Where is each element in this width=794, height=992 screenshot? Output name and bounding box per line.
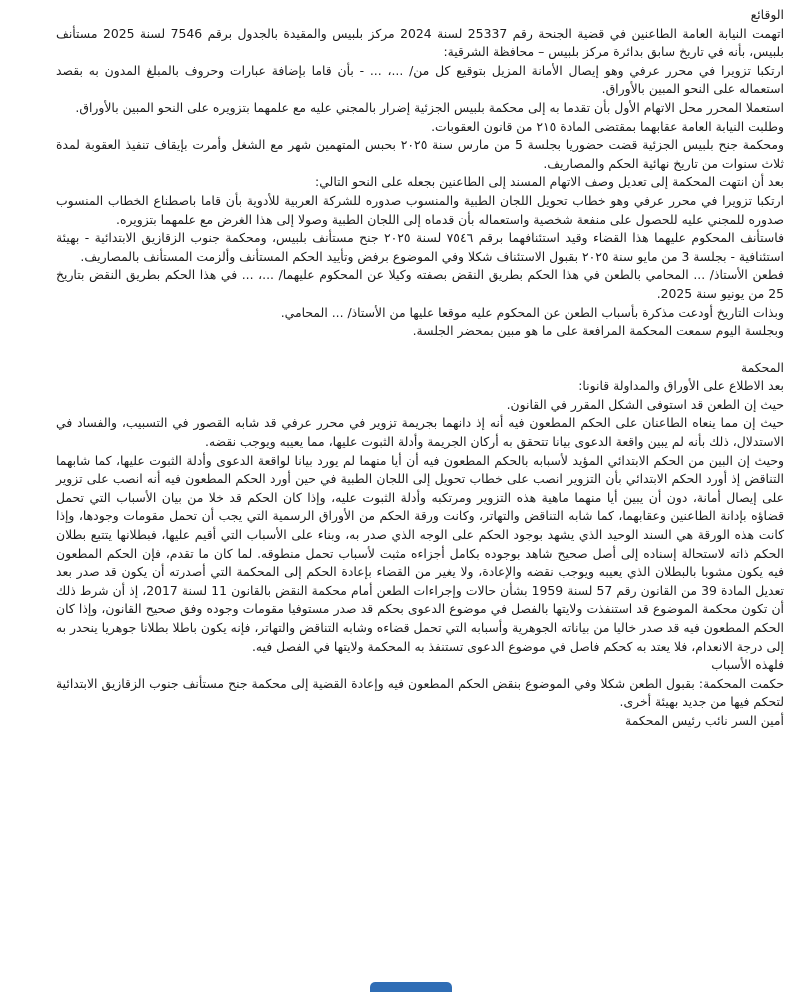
court-paragraph-grounds: حيث إن مما ينعاه الطاعنان على الحكم المطعون فيه أنه إذ دانهما بجريمة تزوير في محرر عرفي قد شابه القصور في التسبيب، والفساد في الاستدلال، ذلك بأنه لم يبين واقعة الدعوى بيانا تتحقق به أركان الجريمة وأدلة الثبوت عليها، مما يعيبه ويوجب نقضه. <box>56 415 784 450</box>
court-heading: المحكمة <box>740 359 784 375</box>
court-paragraph-form: حيث إن الطعن قد استوفى الشكل المقرر في القانون. <box>506 396 784 412</box>
facts-paragraph-first-instance: ومحكمة جنح بلبيس الجزئية قضت حضوريا بجلسة 5 من مارس سنة ٢٠٢٥ بحبس المتهمين شهر مع الشغل وأمرت بإيقاف تنفيذ العقوبة لمدة ثلاث سنوات من تاريخ نهائية الحكم والمصاريف. <box>56 137 784 171</box>
court-signature-line: أمين السر نائب رئيس المحكمة <box>625 712 784 728</box>
facts-paragraph-cassation-filing: فطعن الأستاذ/ ... المحامي بالطعن في هذا الحكم بطريق النقض بصفته وكيلا عن المحكوم عليهما/ ...، ... في هذا الحكم بطريق النقض بتاريخ 25 من يونيو سنة 2025. <box>56 267 784 301</box>
court-paragraph-deliberation: بعد الاطلاع على الأوراق والمداولة قانونا: <box>578 378 784 394</box>
facts-paragraph-second-count: استعملا المحرر محل الاتهام الأول بأن تقدما به إلى محكمة بلبيس الجزئية إضرار بالمجني عليه مع علمهما بتزويره على النحو المبين بالأوراق. <box>75 99 784 115</box>
facts-paragraph-charge: اتهمت النيابة العامة الطاعنين في قضية الجنحة رقم 25337 لسنة 2024 مركز بلبيس والمقيدة بالجدول برقم 7546 لسنة 2025 مستأنف بلبيس، بأنه في تاريخ سابق بدائرة مركز بلبيس – محافظة الشرقية: <box>56 25 785 60</box>
court-paragraph-ruling: حكمت المحكمة: بقبول الطعن شكلا وفي الموضوع بنقض الحكم المطعون فيه وإعادة القضية إلى محكمة جنح مستأنف جنوب الزقازيق الابتدائية لتحكم فيها من جديد بهيئة أخرى. <box>56 675 784 710</box>
facts-paragraph-hearing: وبجلسة اليوم سمعت المحكمة المرافعة على ما هو مبين بمحضر الجلسة. <box>412 323 784 339</box>
judgment-document <box>56 6 784 731</box>
section-spacer <box>56 341 784 359</box>
facts-heading: الوقائع <box>750 7 784 22</box>
facts-paragraph-appeal: فاستأنف المحكوم عليهما هذا القضاء وقيد استئنافهما برقم ٧٥٤٦ لسنة ٢٠٢٥ جنح مستأنف بلبيس، ومحكمة جنوب الزقازيق الابتدائية - بهيئة استئنافية - بجلسة 3 من مايو سنة ٢٠٢٥ بقبول الاستئناف شكلا وفي الموضوع برفض وتأييد الحكم المستأنف وألزمت المستأنف بالمصاريف. <box>56 230 784 264</box>
facts-paragraph-first-count: ارتكبا تزويرا في محرر عرفي وهو إيصال الأمانة المزيل بتوقيع كل من/ ...، ... - بأن قاما بإضافة عبارات وحروف بالمبلغ المدون به بقصد استعماله على النحو المبين بالأوراق. <box>56 62 784 97</box>
court-paragraph-reasoning: وحيث إن البين من الحكم الابتدائي المؤيد لأسبابه بالحكم المطعون فيه أن أيا منهما لم يورد بيانا لواقعة الدعوى وأدلة الثبوت عليها، كما شابهما التناقض إذ أورد الحكم الابتدائي بأن التزوير انصب على خطاب تحويل إلى اللجان الطبية في حين أورد الحكم المطعون فيه أنه انصب على تزوير على إيصال أمانة، دون أن يبين أيا منهما ماهية هذه التزوير ومرتكبه وأدلة الثبوت عليه، وإذا كان الحكم قد خلا من بيان الأسباب التي تحمل قضاؤه بإدانة الطاعنين وعقابهما، كما شابه التناقض والتهاتر، وكانت ورقة الحكم من الأوراق الرسمية التي يجب أن تحمل مقومات وجودها، وإذا كانت هذه الورقة هي السند الوحيد الذي يشهد بوجود الحكم على الوجه الذي صدر به، وبناء على الأسباب التي أقيم عليها، فبطلانها يتتبع بطلان الحكم ذاته لاستحالة إسناده إلى أصل صحيح شاهد بوجوده بكامل أجزاءه مثبت لأسباب تحمل منطوقه. لما كان ما تقدم، فإن الحكم المطعون فيه يكون مشوبا بالبطلان الذي يعيبه ويوجب نقضه والإعادة، ولا يغير من القضاء بإعادة الحكم إلى المحكمة التي أصدرته أن يكون قد صدر بعد تعديل المادة 39 من القانون رقم 57 لسنة 1959 بشأن حالات وإجراءات الطعن أمام محكمة النقض بالقانون 11 لسنة 2017، إذ أن شرط ذلك أن تكون محكمة الموضوع قد استنفذت ولايتها بالفصل في موضوع الدعوى بحكم قد صدر مستوفيا مقومات وجوده وفق صحيح القانون، وإذا كان الحكم المطعون فيه قد صدر خاليا من بياناته الجوهرية وأسبابه التي تحمل قضاءه وشابه التناقض والتهاتر، فإنه يكون باطلا بطلانا جوهريا ينحدر به إلى درجة الانعدام، فلا يعتد به كحكم فاصل في موضوع الدعوى تستنفذ به المحكمة ولايتها في الفصل فيه. <box>56 452 784 654</box>
facts-paragraph-prosecution-request: وطلبت النيابة العامة عقابهما بمقتضى المادة ٢١٥ من قانون العقوبات. <box>431 118 784 134</box>
facts-paragraph-amended-charge: ارتكبا تزويرا في محرر عرفي وهو خطاب تحويل اللجان الطبية والمنسوب صدوره للشركة العربية للأدوية بأن قاما باصطناع الخطاب المنسوب صدوره للمجني عليه للحصول على منفعة شخصية واستعماله بأن قدماه إلى اللجان الطبية وصولا إلى هذا الغرض مع علمهما بتزويره. <box>56 192 784 227</box>
facts-paragraph-memorandum: وبذات التاريخ أودعت مذكرة بأسباب الطعن عن المحكوم عليه موقعا عليها من الأستاذ/ ... المحامي. <box>280 304 784 320</box>
facts-paragraph-amended-charge-intro: بعد أن انتهت المحكمة إلى تعديل وصف الاتهام المسند إلى الطاعنين بجعله على النحو التالي: <box>315 174 784 190</box>
court-paragraph-for-these-reasons: فلهذه الأسباب <box>711 657 784 673</box>
bottom-action-bar[interactable] <box>370 982 452 992</box>
